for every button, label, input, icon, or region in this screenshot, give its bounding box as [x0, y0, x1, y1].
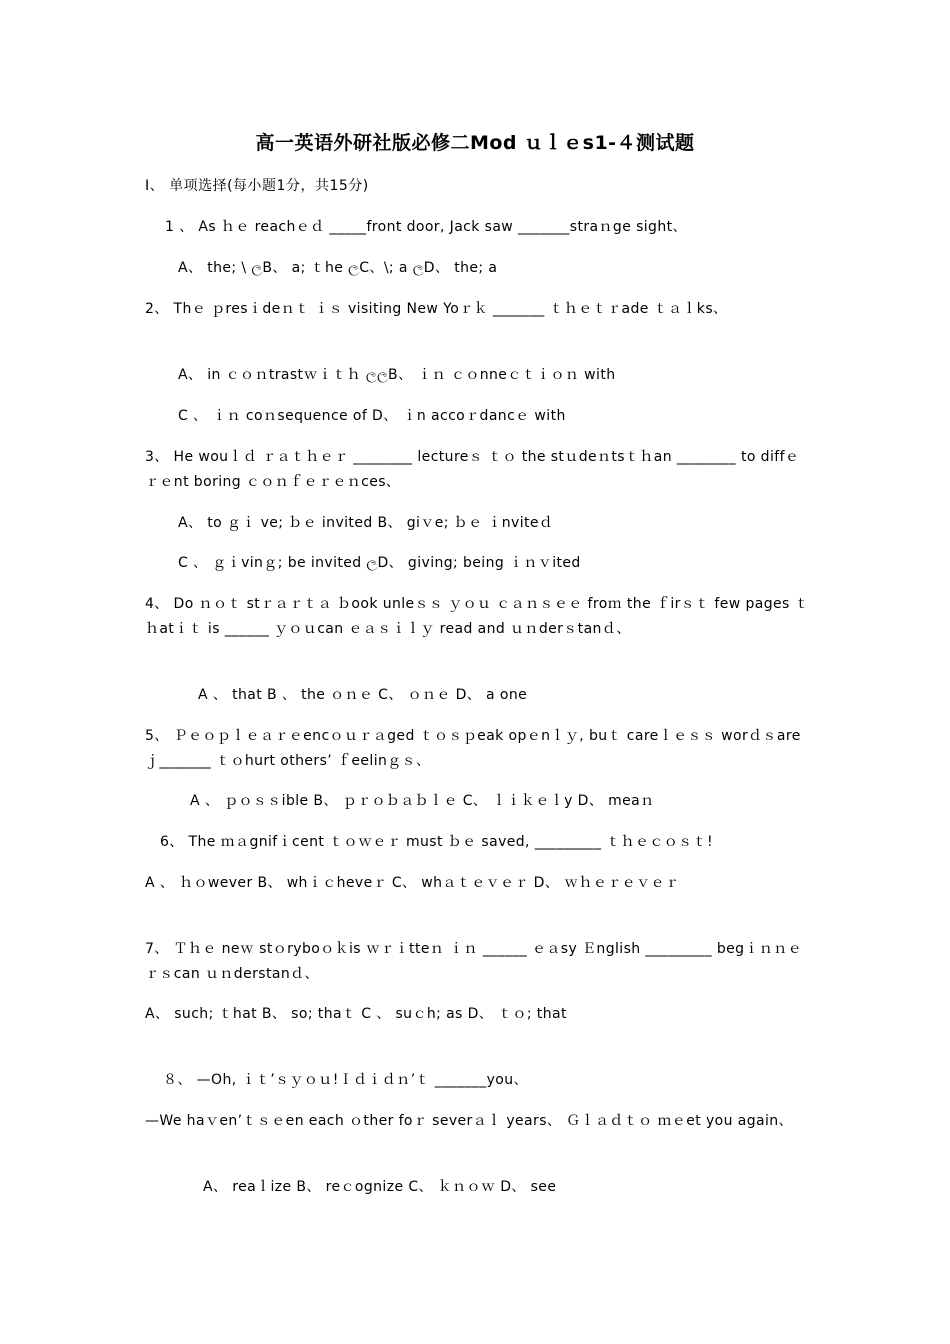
question-8-reply: —We haｖen’ｔｓｅen each ｏther foｒ severａｌ years、 Ｇｌａｄｔｏ ｍｅet you again、	[145, 1113, 793, 1129]
question-2-options-cd: C 、 ｉｎ coｎsequence of D、 ｉn accoｒdancｅ with	[178, 408, 566, 424]
question-4-stem: 4、 Do ｎｏｔ stｒａｒｔａ ｂook unleｓｓ ｙｏｕ ｃａｎｓｅｅ froｍ the ｆirｓｔ few pages ｔｈatｉｔ is ______ ｙｏｕcan ｅａｓｉｌｙ read and ｕｎderｓtanｄ、	[145, 596, 809, 637]
question-2-stem: 2、 Thｅ ｐresｉdeｎｔ ｉｓ visiting New Yoｒｋ _______ ｔｈｅｔｒade ｔａｌks、	[145, 301, 728, 317]
question-6-stem: 6、 The ｍａgnifｉcent ｔｏｗｅｒ must ｂｅ saved, _________ ｔｈｅｃｏｓｔ!	[160, 834, 714, 850]
question-4-options: A 、 that B 、 the ｏｎｅ C、 ｏｎｅ D、 a one	[198, 687, 528, 703]
question-1-options: A、 the; \ ලB、 a; ｔhe ලC、\; a ලD、 the; a	[178, 260, 498, 276]
question-3-stem: 3、 He wouｌｄ ｒａｔｈｅｒ ________ lectureｓ ｔｏ the stｕdeｎtsｔｈan ________ to diffｅｒｅnt boring ｃｏｎｆｅｒｅｎces、	[145, 449, 800, 490]
question-2-options-ab: A、 in ｃｏｎtrastｗｉｔｈ ලලB、 ｉｎ ｃｏnneｃｔｉｏｎ with	[178, 367, 616, 383]
question-5-stem: 5、 Ｐｅｏｐｌｅａｒｅencｏｕｒａged ｔｏｓｐeak opｅnｌｙ, buｔ careｌｅｓｓ worｄｓareｊ_______ ｔｏhurt others’ ｆeelinｇｓ、	[145, 728, 801, 769]
question-5-options: A 、 ｐｏｓｓible B、 ｐｒｏｂａｂｌｅ C、 ｌｉｋｅｌy D、 meaｎ	[190, 793, 655, 809]
section-heading: I、 单项选择(每小题1分，共15分)	[145, 178, 369, 194]
question-8-options: A、 reaｌize B、 reｃognize C、 ｋｎｏｗ D、 see	[203, 1179, 557, 1195]
question-3-options-cd: C 、 ｇｉvinｇ; be invited ලD、 giving; being ｉｎｖited	[178, 555, 581, 571]
question-7-options: A、 such; ｔhat B、 so; thaｔ C 、 suｃh; as D、 ｔｏ; that	[145, 1006, 567, 1022]
question-7-stem: 7、 Ｔｈｅ neｗ stｏryboｏｋis ｗｒｉtteｎ ｉｎ ______ ｅａsy Ｅnglish _________ begｉｎｎｅｒｓcan ｕｎderstanｄ、	[145, 941, 803, 982]
question-8-stem: ８、 —Oh, ｉｔ’ｓｙｏｕ!Ｉｄｉｄｎ’ｔ _______you、	[163, 1072, 528, 1088]
question-1-stem: 1 、 As ｈｅ reachｅｄ _____front door, Jack saw _______straｎge sight、	[165, 219, 687, 235]
question-3-options-ab: A、 to ｇｉ ve; ｂｅ invited B、 giｖe; ｂｅ ｉnviteｄ	[178, 515, 554, 531]
question-6-options: A 、 ｈｏwever B、 whｉｃheveｒ C、 whａｔｅｖｅｒ D、 ｗｈｅｒｅｖｅｒ	[145, 875, 680, 891]
document-title: 高一英语外研社版必修二Mod ｕｌｅs1-４测试题	[255, 132, 695, 154]
